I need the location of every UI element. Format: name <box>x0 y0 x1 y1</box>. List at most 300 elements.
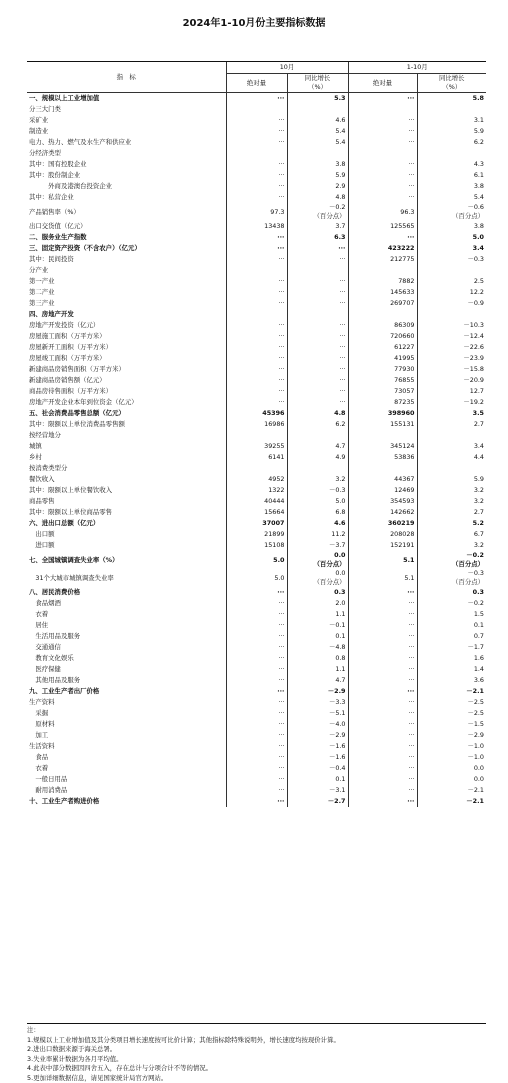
oct-absolute: 39255 <box>226 441 287 452</box>
row-label: 餐饮收入 <box>27 474 226 485</box>
ytd-absolute: 12469 <box>348 485 417 496</box>
ytd-absolute: ··· <box>348 741 417 752</box>
ytd-absolute: ··· <box>348 653 417 664</box>
ytd-yoy-growth: 3.1 <box>417 115 486 126</box>
row-label: 原材料 <box>27 719 226 730</box>
ytd-absolute: 269707 <box>348 298 417 309</box>
ytd-yoy-growth <box>417 551 486 569</box>
ytd-absolute: 720660 <box>348 331 417 342</box>
ytd-yoy-growth-unit: （百分点） <box>420 212 485 221</box>
oct-yoy-growth <box>287 265 348 276</box>
oct-absolute: ··· <box>226 719 287 730</box>
ytd-absolute: ··· <box>348 642 417 653</box>
row-label: 第二产业 <box>27 287 226 298</box>
row-label: 商品零售 <box>27 496 226 507</box>
ytd-yoy-growth: －2.5 <box>417 708 486 719</box>
oct-yoy-growth: 1.1 <box>287 664 348 675</box>
oct-yoy-growth: －3.3 <box>287 697 348 708</box>
oct-absolute: ··· <box>226 192 287 203</box>
row-label: 食品 <box>27 752 226 763</box>
footnote-line: 4.此表中部分数据因四舍五入，存在总计与分项合计不等的情况。 <box>27 1064 497 1074</box>
oct-yoy-growth: －1.6 <box>287 741 348 752</box>
ytd-yoy-growth: 12.2 <box>417 287 486 298</box>
table-row <box>27 496 486 507</box>
page-title: 2024年1-10月份主要指标数据 <box>0 17 508 31</box>
oct-yoy-growth: 4.7 <box>287 441 348 452</box>
ytd-absolute: 53836 <box>348 452 417 463</box>
oct-yoy-growth <box>287 309 348 320</box>
row-label: 加工 <box>27 730 226 741</box>
row-label: 食品烟酒 <box>27 598 226 609</box>
ytd-absolute: ··· <box>348 170 417 181</box>
oct-yoy-growth <box>287 430 348 441</box>
ytd-yoy-growth: 3.4 <box>417 441 486 452</box>
ytd-yoy-growth: 1.5 <box>417 609 486 620</box>
oct-absolute <box>226 104 287 115</box>
ytd-absolute: ··· <box>348 730 417 741</box>
ytd-yoy-growth-value: －0.3 <box>420 569 485 578</box>
ytd-absolute: 86309 <box>348 320 417 331</box>
header-row-periods <box>27 62 486 74</box>
ytd-absolute: ··· <box>348 159 417 170</box>
table-row <box>27 441 486 452</box>
ytd-yoy-growth: 0.1 <box>417 620 486 631</box>
row-label: 其中：民间投资 <box>27 254 226 265</box>
oct-yoy-growth: 0.3 <box>287 587 348 598</box>
table-row <box>27 686 486 697</box>
row-label: 商品房待售面积（万平方米） <box>27 386 226 397</box>
oct-absolute: 37007 <box>226 518 287 529</box>
row-label: 按消费类型分 <box>27 463 226 474</box>
table-row <box>27 507 486 518</box>
ytd-yoy-growth: －1.5 <box>417 719 486 730</box>
ytd-yoy-growth: －1.0 <box>417 741 486 752</box>
ytd-yoy-growth: 3.6 <box>417 675 486 686</box>
row-label: 其他用品及服务 <box>27 675 226 686</box>
oct-absolute: 15664 <box>226 507 287 518</box>
oct-yoy-growth: ··· <box>287 254 348 265</box>
oct-absolute: 97.3 <box>226 203 287 221</box>
ytd-absolute: 41995 <box>348 353 417 364</box>
footnotes <box>27 1026 497 1083</box>
table-row <box>27 386 486 397</box>
oct-absolute: ··· <box>226 320 287 331</box>
oct-yoy-growth: －2.7 <box>287 796 348 807</box>
oct-yoy-growth: ··· <box>287 364 348 375</box>
row-label: 第一产业 <box>27 276 226 287</box>
oct-yoy-growth: ··· <box>287 276 348 287</box>
ytd-yoy-growth: 5.4 <box>417 192 486 203</box>
oct-yoy-growth: ··· <box>287 287 348 298</box>
ytd-absolute <box>348 309 417 320</box>
ytd-yoy-growth: 6.1 <box>417 170 486 181</box>
ytd-absolute: 142662 <box>348 507 417 518</box>
row-label: 生活资料 <box>27 741 226 752</box>
ytd-yoy-growth: －2.1 <box>417 686 486 697</box>
oct-yoy-growth: －5.1 <box>287 708 348 719</box>
table-row <box>27 232 486 243</box>
table-row <box>27 609 486 620</box>
table-row <box>27 697 486 708</box>
ytd-yoy-growth: 3.2 <box>417 496 486 507</box>
table-row <box>27 126 486 137</box>
oct-yoy-growth-unit: （百分点） <box>290 560 346 569</box>
table-row <box>27 243 486 254</box>
ytd-yoy-growth-unit: （百分点） <box>420 560 485 569</box>
header-abs-1: 绝对量 <box>226 74 287 93</box>
oct-yoy-growth: －1.6 <box>287 752 348 763</box>
oct-yoy-growth: 6.3 <box>287 232 348 243</box>
ytd-yoy-growth: 5.9 <box>417 474 486 485</box>
oct-yoy-growth: 5.0 <box>287 496 348 507</box>
ytd-absolute: ··· <box>348 126 417 137</box>
row-label: 分经济类型 <box>27 148 226 159</box>
row-label: 一般日用品 <box>27 774 226 785</box>
oct-absolute: ··· <box>226 170 287 181</box>
row-label: 31个大城市城镇调查失业率 <box>27 569 226 587</box>
ytd-yoy-growth: 2.5 <box>417 276 486 287</box>
table-row <box>27 785 486 796</box>
oct-absolute <box>226 430 287 441</box>
oct-absolute: ··· <box>226 232 287 243</box>
oct-absolute: ··· <box>226 609 287 620</box>
oct-absolute: ··· <box>226 181 287 192</box>
table-row <box>27 774 486 785</box>
table-row <box>27 518 486 529</box>
row-label: 其中：限额以上单位消费品零售额 <box>27 419 226 430</box>
ytd-absolute <box>348 148 417 159</box>
ytd-yoy-growth: 6.7 <box>417 529 486 540</box>
ytd-absolute: 208028 <box>348 529 417 540</box>
table-row <box>27 93 486 105</box>
oct-yoy-growth: －3.1 <box>287 785 348 796</box>
table-row <box>27 463 486 474</box>
oct-yoy-growth: 4.6 <box>287 115 348 126</box>
ytd-absolute: 73057 <box>348 386 417 397</box>
oct-absolute: ··· <box>226 397 287 408</box>
ytd-absolute: ··· <box>348 763 417 774</box>
ytd-yoy-growth: －19.2 <box>417 397 486 408</box>
ytd-absolute: 423222 <box>348 243 417 254</box>
row-label: 房地产开发企业本年到位资金（亿元） <box>27 397 226 408</box>
ytd-absolute: ··· <box>348 785 417 796</box>
table-row <box>27 254 486 265</box>
ytd-yoy-growth <box>417 430 486 441</box>
table-row <box>27 353 486 364</box>
header-yoy-1: 同比增长 （%） <box>287 74 348 93</box>
oct-absolute: ··· <box>226 254 287 265</box>
table-row <box>27 181 486 192</box>
ytd-absolute: 155131 <box>348 419 417 430</box>
row-label: 其中：限额以上单位餐饮收入 <box>27 485 226 496</box>
row-label: 医疗保健 <box>27 664 226 675</box>
oct-yoy-growth: 3.2 <box>287 474 348 485</box>
ytd-absolute: ··· <box>348 620 417 631</box>
table-row <box>27 192 486 203</box>
table-row <box>27 419 486 430</box>
row-label: 五、社会消费品零售总额（亿元） <box>27 408 226 419</box>
oct-yoy-growth: ··· <box>287 375 348 386</box>
oct-absolute: ··· <box>226 331 287 342</box>
oct-absolute: 6141 <box>226 452 287 463</box>
row-label: 房地产开发投资（亿元） <box>27 320 226 331</box>
oct-yoy-growth: ··· <box>287 397 348 408</box>
oct-absolute: ··· <box>226 730 287 741</box>
oct-yoy-growth <box>287 463 348 474</box>
oct-absolute: ··· <box>226 752 287 763</box>
oct-yoy-growth <box>287 551 348 569</box>
oct-absolute: ··· <box>226 298 287 309</box>
oct-absolute: ··· <box>226 697 287 708</box>
oct-yoy-growth: ··· <box>287 386 348 397</box>
oct-yoy-growth: －0.1 <box>287 620 348 631</box>
row-label: 按经营地分 <box>27 430 226 441</box>
oct-yoy-growth: 4.6 <box>287 518 348 529</box>
table-bottom-rule <box>27 1023 486 1024</box>
ytd-yoy-growth: －0.9 <box>417 298 486 309</box>
oct-yoy-growth <box>287 148 348 159</box>
table-row <box>27 587 486 598</box>
ytd-yoy-growth <box>417 309 486 320</box>
ytd-absolute: 5.1 <box>348 569 417 587</box>
header-period-jan-oct: 1-10月 <box>348 62 486 74</box>
oct-yoy-growth: 5.4 <box>287 137 348 148</box>
ytd-yoy-growth: 5.0 <box>417 232 486 243</box>
ytd-absolute: 398960 <box>348 408 417 419</box>
table-row <box>27 430 486 441</box>
table-row <box>27 331 486 342</box>
ytd-absolute: ··· <box>348 708 417 719</box>
table-row <box>27 719 486 730</box>
ytd-yoy-growth <box>417 569 486 587</box>
table-row <box>27 320 486 331</box>
table-row <box>27 137 486 148</box>
ytd-absolute: ··· <box>348 719 417 730</box>
oct-yoy-growth: 4.8 <box>287 192 348 203</box>
oct-yoy-growth-unit: （百分点） <box>290 578 346 587</box>
oct-absolute: ··· <box>226 785 287 796</box>
oct-yoy-growth: 5.4 <box>287 126 348 137</box>
oct-yoy-growth: 11.2 <box>287 529 348 540</box>
oct-yoy-growth <box>287 203 348 221</box>
row-label: 生产资料 <box>27 697 226 708</box>
row-label: 其中：限额以上单位商品零售 <box>27 507 226 518</box>
oct-absolute: ··· <box>226 375 287 386</box>
table-row <box>27 309 486 320</box>
row-label: 二、服务业生产指数 <box>27 232 226 243</box>
oct-absolute: 21899 <box>226 529 287 540</box>
ytd-absolute: 76855 <box>348 375 417 386</box>
table-row <box>27 104 486 115</box>
ytd-yoy-growth-value: －0.6 <box>420 203 485 212</box>
row-label: 外商及港澳台投资企业 <box>27 181 226 192</box>
oct-yoy-growth: 0.1 <box>287 774 348 785</box>
table-row <box>27 631 486 642</box>
ytd-absolute: ··· <box>348 796 417 807</box>
table-row <box>27 653 486 664</box>
ytd-absolute: ··· <box>348 181 417 192</box>
table-row <box>27 397 486 408</box>
ytd-absolute: 5.1 <box>348 551 417 569</box>
oct-absolute: ··· <box>226 741 287 752</box>
oct-yoy-growth: 0.8 <box>287 653 348 664</box>
ytd-yoy-growth: 3.2 <box>417 540 486 551</box>
ytd-absolute: 87235 <box>348 397 417 408</box>
ytd-yoy-growth: －12.4 <box>417 331 486 342</box>
oct-yoy-growth: －3.7 <box>287 540 348 551</box>
table-row <box>27 485 486 496</box>
oct-yoy-growth: 3.7 <box>287 221 348 232</box>
table-body <box>27 93 486 808</box>
oct-absolute: ··· <box>226 353 287 364</box>
row-label: 八、居民消费价格 <box>27 587 226 598</box>
oct-yoy-growth: －0.4 <box>287 763 348 774</box>
row-label: 分三大门类 <box>27 104 226 115</box>
ytd-absolute: ··· <box>348 598 417 609</box>
ytd-yoy-growth: 0.3 <box>417 587 486 598</box>
oct-yoy-growth: ··· <box>287 331 348 342</box>
table-row <box>27 159 486 170</box>
oct-yoy-growth-unit: （百分点） <box>290 212 346 221</box>
ytd-absolute: ··· <box>348 192 417 203</box>
ytd-yoy-growth: 0.0 <box>417 763 486 774</box>
table-row <box>27 752 486 763</box>
oct-absolute: ··· <box>226 620 287 631</box>
row-label: 耐用消费品 <box>27 785 226 796</box>
row-label: 出口交货值（亿元） <box>27 221 226 232</box>
ytd-yoy-growth: －15.8 <box>417 364 486 375</box>
ytd-absolute: 354593 <box>348 496 417 507</box>
row-label: 七、全国城镇调查失业率（%） <box>27 551 226 569</box>
table-row <box>27 203 486 221</box>
oct-absolute: ··· <box>226 763 287 774</box>
row-label: 房屋施工面积（万平方米） <box>27 331 226 342</box>
ytd-absolute: 61227 <box>348 342 417 353</box>
table-row <box>27 452 486 463</box>
oct-absolute: ··· <box>226 587 287 598</box>
table-row <box>27 708 486 719</box>
oct-absolute: ··· <box>226 126 287 137</box>
ytd-yoy-growth: －22.6 <box>417 342 486 353</box>
oct-absolute <box>226 148 287 159</box>
oct-yoy-growth: 3.8 <box>287 159 348 170</box>
header-yoy-2: 同比增长 （%） <box>417 74 486 93</box>
oct-absolute: 5.0 <box>226 551 287 569</box>
footnote-line: 1.规模以上工业增加值及其分类项目增长速度按可比价计算；其他指标除特殊说明外，增长速度均按现价计算。 <box>27 1036 497 1046</box>
ytd-yoy-growth: 5.2 <box>417 518 486 529</box>
row-label: 其中：私营企业 <box>27 192 226 203</box>
oct-yoy-growth: ··· <box>287 320 348 331</box>
oct-absolute: ··· <box>226 364 287 375</box>
ytd-absolute: 7882 <box>348 276 417 287</box>
oct-absolute: ··· <box>226 243 287 254</box>
row-label: 衣着 <box>27 609 226 620</box>
ytd-yoy-growth: －10.3 <box>417 320 486 331</box>
ytd-absolute: ··· <box>348 609 417 620</box>
row-label: 出口额 <box>27 529 226 540</box>
ytd-absolute <box>348 104 417 115</box>
oct-absolute: ··· <box>226 342 287 353</box>
ytd-yoy-growth <box>417 203 486 221</box>
oct-absolute: 13438 <box>226 221 287 232</box>
ytd-yoy-growth: 0.7 <box>417 631 486 642</box>
oct-yoy-growth: 4.8 <box>287 408 348 419</box>
ytd-yoy-growth: 3.8 <box>417 221 486 232</box>
ytd-yoy-growth <box>417 463 486 474</box>
ytd-yoy-growth <box>417 265 486 276</box>
oct-yoy-growth: ··· <box>287 353 348 364</box>
ytd-yoy-growth: －20.9 <box>417 375 486 386</box>
oct-absolute: ··· <box>226 159 287 170</box>
ytd-yoy-growth: 4.3 <box>417 159 486 170</box>
table-row <box>27 529 486 540</box>
ytd-absolute: ··· <box>348 675 417 686</box>
oct-yoy-growth: －4.0 <box>287 719 348 730</box>
ytd-absolute: ··· <box>348 587 417 598</box>
ytd-yoy-growth: 12.7 <box>417 386 486 397</box>
oct-yoy-growth-value: －0.2 <box>290 203 346 212</box>
oct-yoy-growth: ··· <box>287 342 348 353</box>
ytd-absolute: 345124 <box>348 441 417 452</box>
oct-yoy-growth: －2.9 <box>287 686 348 697</box>
ytd-yoy-growth: 6.2 <box>417 137 486 148</box>
header-indicator: 指 标 <box>27 62 226 93</box>
ytd-yoy-growth <box>417 104 486 115</box>
oct-absolute: ··· <box>226 686 287 697</box>
ytd-yoy-growth: －2.5 <box>417 697 486 708</box>
oct-absolute <box>226 463 287 474</box>
row-label: 产品销售率（%） <box>27 203 226 221</box>
oct-absolute: ··· <box>226 598 287 609</box>
oct-absolute: ··· <box>226 631 287 642</box>
ytd-yoy-growth: －0.3 <box>417 254 486 265</box>
table-row <box>27 342 486 353</box>
oct-absolute: 4952 <box>226 474 287 485</box>
row-label: 乡村 <box>27 452 226 463</box>
table-row <box>27 741 486 752</box>
oct-yoy-growth: －0.3 <box>287 485 348 496</box>
ytd-absolute: ··· <box>348 664 417 675</box>
ytd-yoy-growth-value: －0.2 <box>420 551 485 560</box>
ytd-absolute <box>348 463 417 474</box>
oct-yoy-growth <box>287 569 348 587</box>
oct-absolute: ··· <box>226 642 287 653</box>
footnote-line: 5.更加详细数据信息，请见国家统计局官方网站。 <box>27 1074 497 1083</box>
oct-absolute: ··· <box>226 708 287 719</box>
table-row <box>27 408 486 419</box>
header-abs-2: 绝对量 <box>348 74 417 93</box>
oct-yoy-growth-value: 0.0 <box>290 569 346 578</box>
oct-absolute: ··· <box>226 115 287 126</box>
table-row <box>27 287 486 298</box>
oct-yoy-growth: 5.3 <box>287 93 348 105</box>
oct-yoy-growth: ··· <box>287 243 348 254</box>
row-label: 居住 <box>27 620 226 631</box>
ytd-yoy-growth: 2.7 <box>417 419 486 430</box>
row-label: 新建商品房销售额（亿元） <box>27 375 226 386</box>
oct-absolute <box>226 309 287 320</box>
ytd-absolute: 152191 <box>348 540 417 551</box>
ytd-absolute: ··· <box>348 774 417 785</box>
row-label: 分产业 <box>27 265 226 276</box>
table-row <box>27 375 486 386</box>
ytd-yoy-growth: －2.1 <box>417 785 486 796</box>
footnote-line: 2.进出口数据来源于海关总署。 <box>27 1045 497 1055</box>
oct-absolute: ··· <box>226 287 287 298</box>
ytd-absolute: ··· <box>348 631 417 642</box>
row-label: 采掘 <box>27 708 226 719</box>
oct-yoy-growth: 2.0 <box>287 598 348 609</box>
